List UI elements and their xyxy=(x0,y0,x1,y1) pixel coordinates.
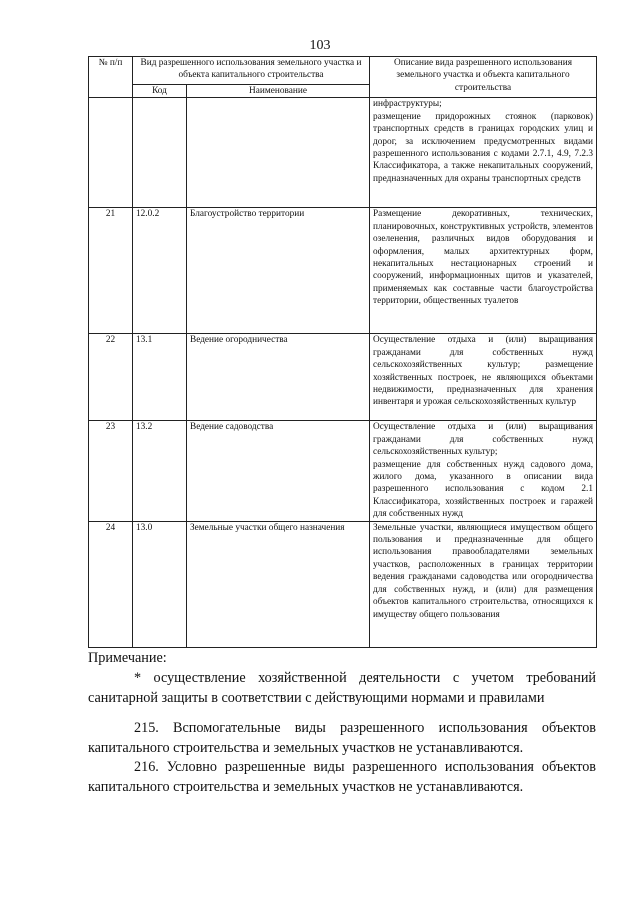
header-code: Код xyxy=(133,85,187,98)
paragraph-216: 216. Условно разрешенные виды разрешенного использования объектов капитального строительства и земельных участков не устанавливаются. xyxy=(88,759,596,795)
page-number: 103 xyxy=(309,38,331,53)
description-part: инфраструктуры; xyxy=(373,99,442,110)
table-row xyxy=(89,421,597,521)
table-row xyxy=(89,521,597,647)
description-part: Осуществление отдыха и (или) выращивания гражданами для собственных нужд сельскохозяйственных культур; xyxy=(373,422,594,458)
table-row xyxy=(89,208,597,334)
row-name: Земельные участки общего назначения xyxy=(187,521,370,647)
header-description: Описание вида разрешенного использования земельного участка и объекта капитального строительства xyxy=(370,57,597,98)
row-num: 23 xyxy=(89,421,133,521)
row-description xyxy=(370,98,597,208)
description-part: Земельные участки, являющиеся имуществом общего пользования и предназначенные для общего использования правообладателями земельных участков, расположенных в границах территории ведения гражданами садоводства или огородничества для собственных нужд, и (или) для размещения объектов капитального строительства, относящихся к имуществу общего пользования xyxy=(373,522,594,620)
header-vid-group: Вид разрешенного использования земельного участка и объекта капитального строительства xyxy=(133,57,370,85)
row-code xyxy=(133,98,187,208)
description-part: Осуществление отдыха и (или) выращивания гражданами для собственных нужд сельскохозяйственных культур; размещение хозяйственных построек, не являющихся объектами недвижимости, предназначенных для хранения инвентаря и урожая сельскохозяйственных культур xyxy=(373,335,594,408)
row-name xyxy=(187,98,370,208)
row-description xyxy=(370,208,597,334)
row-code: 13.2 xyxy=(133,421,187,521)
row-name: Благоустройство территории xyxy=(187,208,370,334)
table-row xyxy=(89,98,597,208)
row-num: 21 xyxy=(89,208,133,334)
note-title: Примечание: xyxy=(88,650,167,666)
header-name: Наименование xyxy=(187,85,370,98)
row-code: 13.1 xyxy=(133,334,187,421)
row-code: 12.0.2 xyxy=(133,208,187,334)
note-text: * осуществление хозяйственной деятельности с учетом требований санитарной защиты в соответствии с действующими нормами и правилами xyxy=(88,670,596,706)
description-part: размещение придорожных стоянок (парковок) транспортных средств в границах городских улиц и дорог, за исключением предусмотренных видами разрешенного использования с кодами 2.7.1, 4.9, 7.2.3 Классификатора, а также некапитальных сооружений, предназначенных для охраны транспортных средств xyxy=(373,111,594,184)
row-num: 24 xyxy=(89,521,133,647)
row-description xyxy=(370,334,597,421)
paragraph-215: 215. Вспомогательные виды разрешенного использования объектов капитального строительства и земельных участков не устанавливаются. xyxy=(88,720,596,756)
row-description xyxy=(370,421,597,521)
description-part: размещение для собственных нужд садового дома, жилого дома, указанного в описании вида разрешенного использования с кодом 2.1 Классификатора, хозяйственных построек и гаражей для собственных нужд xyxy=(373,459,594,520)
table-header-row xyxy=(89,57,597,85)
table-row xyxy=(89,334,597,421)
header-num: № п/п xyxy=(89,57,133,98)
row-name: Ведение огородничества xyxy=(187,334,370,421)
row-num: 22 xyxy=(89,334,133,421)
description-part: Размещение декоративных, технических, планировочных, конструктивных устройств, элементов озеленения, различных видов оборудования и оформления, малых архитектурных форм, некапитальных нестационарных строений и сооружений, информационных щитов и указателей, применяемых как составные части благоустройства территории, общественных туалетов xyxy=(373,209,594,307)
row-num xyxy=(89,98,133,208)
row-description xyxy=(370,521,597,647)
land-use-table xyxy=(88,56,597,648)
row-code: 13.0 xyxy=(133,521,187,647)
row-name: Ведение садоводства xyxy=(187,421,370,521)
